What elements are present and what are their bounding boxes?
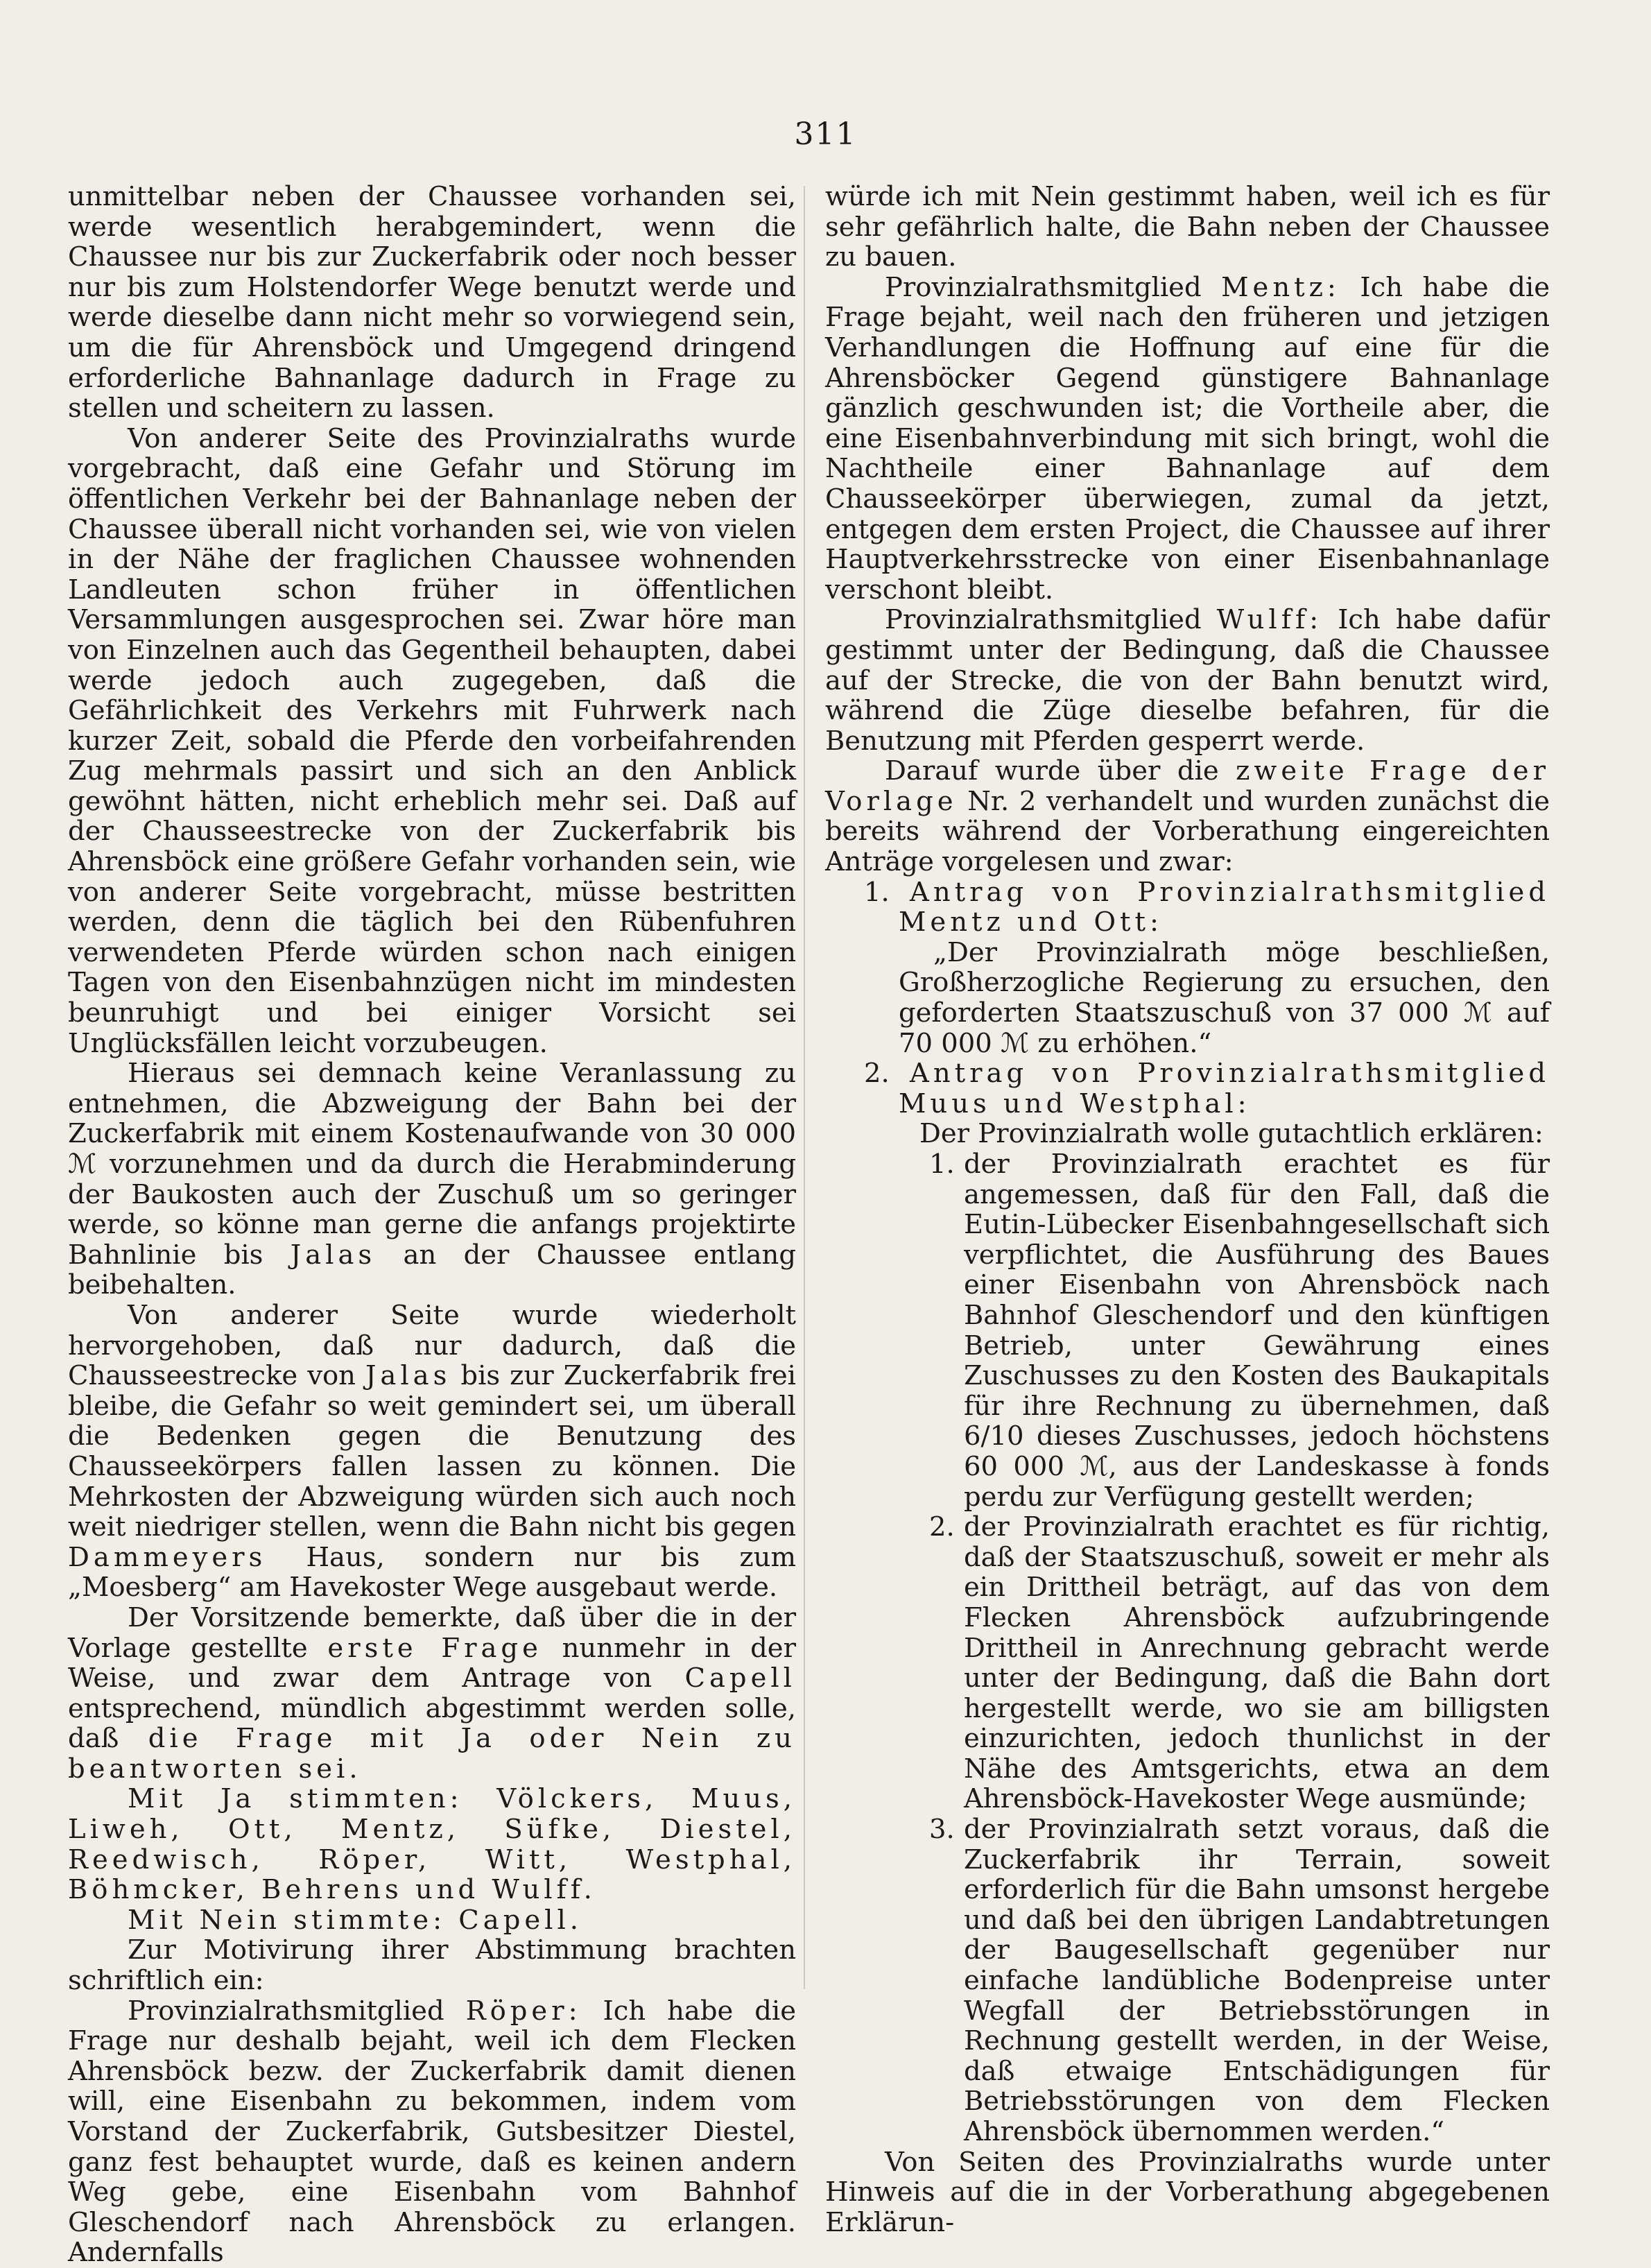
- paragraph: [68, 1603, 796, 1785]
- motion-number: 1.: [864, 876, 890, 908]
- motion-number: 2.: [864, 1058, 890, 1090]
- text-run: entsprechend, mündlich abgestimmt werden solle, daß: [68, 1692, 796, 1755]
- vote-no: Mit Nein stimmte: Capell.: [128, 1904, 582, 1936]
- text-run: Nr. 2 verhandelt und wurden zunächst die bereits während der Vorberathung eingereichten Anträge vorgelesen und zwar:: [825, 785, 1550, 878]
- spaced-text: die Frage mit Ja oder Nein zu beantworten sei.: [68, 1723, 796, 1785]
- paragraph: [68, 1058, 796, 1300]
- paragraph: Von Seiten des Provinzialraths wurde unter Hinweis auf die in der Vorberathung abgegebenen Erklärun-: [825, 2146, 1550, 2238]
- paragraph: würde ich mit Nein gestimmt haben, weil ich es für sehr gefährlich halte, die Bahn neben der Chaussee zu bauen.: [825, 181, 1550, 273]
- motion-intro: Der Provinzialrath wolle gutachtlich erklären:: [919, 1118, 1544, 1150]
- paragraph: [68, 1300, 796, 1603]
- sub-item: [825, 1149, 1550, 1512]
- motion-1: [825, 877, 1550, 1059]
- text-run: nunmehr in der Weise, und zwar dem Antrage von: [68, 1632, 796, 1694]
- place-name: Jalas: [365, 1360, 451, 1392]
- text-run: Ich habe die Frage bejaht, weil nach den früheren und jetzigen Verhandlungen die Hoffnung auf eine für die Ahrensböcker Gegend günstigere Bahnanlage gänzlich geschwunden ist; die Vortheile aber, die eine Eisenbahnverbindung mit sich bringt, wohl die Nachtheile einer Bahnanlage auf dem Chausseekörper überwiegen, zumal da jetzt, entgegen dem ersten Project, die Chaussee auf ihrer Hauptverkehrsstrecke von einer Eisenbahnanlage verschont bleibt.: [825, 271, 1550, 605]
- motion-quote: „Der Provinzialrath möge beschließen, Großherzogliche Regierung zu ersuchen, den geforderten Staatszuschuß von 37 000 ℳ auf 70 000 ℳ zu erhöhen.“: [899, 936, 1550, 1059]
- spaced-text: erste Frage: [327, 1632, 542, 1664]
- spaced-text: zweite Frage der Vorlage: [825, 755, 1550, 817]
- text-run: bis zur Zuckerfabrik frei bleibe, die Gefahr so weit gemindert sei, um überall die Bedenken gegen die Benutzung des Chausseekörpers fallen lassen zu können. Die Mehrkosten der Abzweigung würden sich auch noch weit niedriger stellen, wenn die Bahn nicht bis gegen: [68, 1360, 796, 1543]
- page-number: 311: [794, 117, 857, 152]
- sub-item-text: der Provinzialrath setzt voraus, daß die Zuckerfabrik ihr Terrain, soweit erforderlich für die Bahn umsonst hergebe und daß bei den übrigen Landabtretungen der Baugesellschaft gegenüber nur einfache landübliche Bodenpreise unter Wegfall der Betriebsstörungen in Rechnung gestellt werden, in der Weise, daß etwaige Entschädigungen für Betriebsstörungen von dem Flecken Ahrensböck übernommen werden.“: [964, 1814, 1550, 2147]
- motion-title: Antrag von Provinzialrathsmitglied Muus und Westphal:: [899, 1058, 1550, 1119]
- text-run: Ich habe dafür gestimmt unter der Bedingung, daß die Chaussee auf der Strecke, die von der Bahn benutzt wird, während die Züge dieselbe befahren, für die Benutzung mit Pferden gesperrt werde.: [825, 604, 1550, 757]
- person-name: Wulff:: [1216, 604, 1323, 636]
- paragraph: [825, 756, 1550, 877]
- person-name: Mentz:: [1221, 271, 1340, 303]
- sub-item-number: 2.: [929, 1511, 955, 1543]
- text-run: Darauf wurde über die: [885, 755, 1219, 787]
- paragraph: Von anderer Seite des Provinzialraths wurde vorgebracht, daß eine Gefahr und Störung im öffentlichen Verkehr bei der Bahnanlage neben der Chaussee überall nicht vorhanden sei, wie von vielen in der Nähe der fraglichen Chaussee wohnenden Landleuten schon früher in öffentlichen Versammlungen ausgesprochen sei. Zwar höre man von Einzelnen auch das Gegentheil behaupten, dabei werde jedoch auch zugegeben, daß die Gefährlichkeit des Verkehrs mit Fuhrwerk nach kurzer Zeit, sobald die Pferde den vorbeifahrenden Zug mehrmals passirt und sich an den Anblick gewöhnt hätten, nicht erheblich mehr sei. Daß auf der Chausseestrecke von der Zuckerfabrik bis Ahrensböck eine größere Gefahr vorhanden sein, wie von anderer Seite vorgebracht, müsse bestritten werden, denn die täglich bei den Rübenfuhren verwendeten Pferde würden schon nach einigen Tagen von den Eisenbahnzügen nicht im mindesten beunruhigt und bei einiger Vorsicht sei Unglücksfällen leicht vorzubeugen.: [68, 422, 796, 1059]
- sub-item-text: der Provinzialrath erachtet es für richtig, daß der Staatszuschuß, soweit er mehr als ein Drittheil beträgt, auf das von dem Flecken Ahrensböck aufzubringende Drittheil in Anrechnung gebracht werde unter der Bedingung, daß die Bahn dort hergestellt werde, wo sie am billigsten einzurichten, jedoch thunlichst in der Nähe des Amtsgerichts, etwa an dem Ahrensböck-Havekoster Wege ausmünde;: [964, 1511, 1550, 1815]
- text-run: Provinzialrathsmitglied: [128, 1995, 444, 2027]
- person-name: Dammeyers: [68, 1541, 267, 1573]
- paragraph: unmittelbar neben der Chaussee vorhanden sei, werde wesentlich herabgemindert, wenn die Chaussee nur bis zur Zuckerfabrik oder noch besser nur bis zum Holstendorfer Wege benutzt werde und werde dieselbe dann nicht mehr so vorwiegend sein, um die für Ahrensböck und Umgegend dringend erforderliche Bahnanlage dadurch in Frage zu stellen und scheitern zu lassen.: [68, 181, 796, 424]
- text-run: an der Chaussee entlang beibehalten.: [68, 1239, 796, 1301]
- text-run: Provinzialrathsmitglied: [885, 604, 1202, 636]
- text-run: Hieraus sei demnach keine Veranlassung zu entnehmen, die Abzweigung der Bahn bei der Zuckerfabrik mit einem Kostenaufwande von 30 000 ℳ vorzunehmen und da durch die Herabminderung der Baukosten auch der Zuschuß um so geringer werde, so könne man gerne die anfangs projektirte Bahnlinie bis: [68, 1058, 796, 1271]
- paragraph: [68, 1996, 796, 2268]
- column-divider: [804, 186, 805, 1989]
- motion-title: Antrag von Provinzialrathsmitglied Mentz und Ott:: [899, 876, 1550, 938]
- text-run: Von anderer Seite wurde wiederholt hervorgehoben, daß nur dadurch, daß die Chausseestrecke von: [68, 1299, 796, 1392]
- text-run: Ich habe die Frage nur deshalb bejaht, weil ich dem Flecken Ahrensböck bezw. der Zuckerfabrik damit dienen will, eine Eisenbahn zu bekommen, indem vom Vorstand der Zuckerfabrik, Gutsbesitzer Diestel, ganz fest behauptet wurde, daß es keinen andern Weg gebe, eine Eisenbahn vom Bahnhof Gleschendorf nach Ahrensböck zu erlangen. Andernfalls: [68, 1995, 796, 2268]
- sub-item: [825, 1814, 1550, 2147]
- motion-2: [825, 1058, 1550, 2147]
- place-name: Jalas: [290, 1239, 377, 1271]
- paragraph: [825, 605, 1550, 756]
- sub-item: [825, 1512, 1550, 1814]
- sub-item-number: 1.: [929, 1149, 955, 1180]
- paragraph: [825, 273, 1550, 605]
- sub-item-number: 3.: [929, 1814, 955, 1846]
- person-name: Röper:: [465, 1995, 582, 2027]
- sub-item-text: der Provinzialrath erachtet es für angemessen, daß für den Fall, daß die Eutin-Lübecker Eisenbahngesellschaft sich verpflichtet, die Ausführung des Baues einer Eisenbahn von Ahrensböck nach Bahnhof Gleschendorf und den künftigen Betrieb, unter Gewährung eines Zuschusses zu den Kosten des Baukapitals für ihre Rechnung zu übernehmen, daß 6/10 dieses Zuschusses, jedoch höchstens 60 000 ℳ, aus der Landeskasse à fonds perdu zur Verfügung gestellt werden;: [964, 1149, 1550, 1513]
- right-column: [825, 182, 1550, 2237]
- motion-heading: [825, 1058, 1550, 1119]
- person-name: Capell: [684, 1663, 796, 1694]
- left-column: [68, 182, 796, 2268]
- motion-heading: [825, 877, 1550, 938]
- text-run: Haus, sondern nur bis zum „Moesberg“ am Havekoster Wege ausgebaut werde.: [68, 1541, 796, 1604]
- text-run: Provinzialrathsmitglied: [885, 271, 1202, 303]
- vote-yes: Mit Ja stimmten: Völckers, Muus, Liweh, Ott, Mentz, Süfke, Diestel, Reedwisch, Röper, Witt, Westphal, Böhmcker, Behrens und Wulff.: [68, 1783, 796, 1906]
- paragraph: Zur Motivirung ihrer Abstimmung brachten schriftlich ein:: [68, 1934, 796, 1997]
- text-run: Der Vorsitzende bemerkte, daß über die in der Vorlage gestellte: [68, 1601, 796, 1664]
